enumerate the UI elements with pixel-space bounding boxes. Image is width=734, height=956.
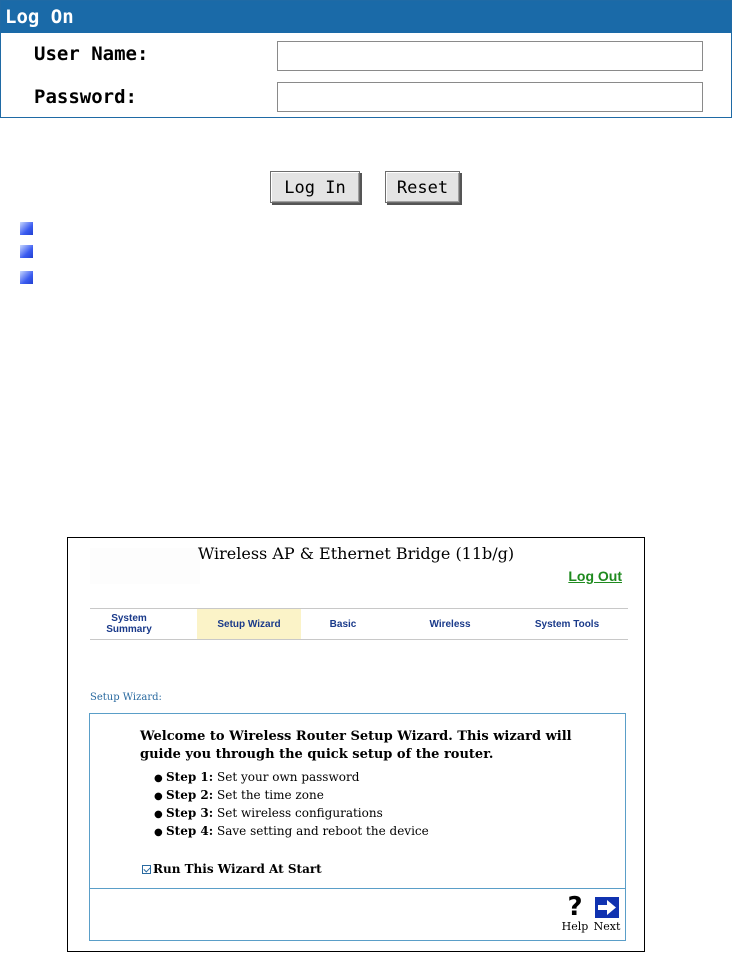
list-item: ● Step 2: Set the time zone xyxy=(154,788,324,802)
tab-system-summary[interactable] xyxy=(90,609,168,639)
nav-bar xyxy=(90,608,628,640)
step-text: Set wireless configurations xyxy=(217,806,383,820)
step-label: Step 4: xyxy=(166,824,214,838)
run-wizard-checkbox[interactable] xyxy=(142,865,151,874)
logout-link[interactable]: Log Out xyxy=(568,568,622,584)
password-input[interactable] xyxy=(277,82,703,112)
username-input[interactable] xyxy=(277,41,703,71)
username-label: User Name: xyxy=(34,43,149,65)
password-label: Password: xyxy=(34,86,137,108)
login-button[interactable]: Log In xyxy=(270,171,360,203)
welcome-text: Welcome to Wireless Router Setup Wizard. This wizard will guide you through the quick setup of the router. xyxy=(140,729,572,762)
tab-label: Wireless xyxy=(429,618,471,630)
tab-label: System Tools xyxy=(534,618,600,630)
step-label: Step 1: xyxy=(166,770,214,784)
step-label: Step 2: xyxy=(166,788,214,802)
divider xyxy=(90,888,625,889)
section-label: Setup Wizard: xyxy=(90,692,162,703)
bullet-icon xyxy=(20,271,33,284)
list-item: ● Step 4: Save setting and reboot the device xyxy=(154,824,429,838)
reset-button[interactable]: Reset xyxy=(385,171,460,203)
next-label: Next xyxy=(593,920,621,933)
steps-list xyxy=(154,769,429,841)
next-button[interactable] xyxy=(590,894,624,933)
list-item: ● Step 3: Set wireless configurations xyxy=(154,806,383,820)
arrow-right-icon xyxy=(595,897,619,918)
tab-wireless[interactable] xyxy=(410,609,490,639)
run-wizard-option xyxy=(142,862,322,876)
tab-label: System Summary xyxy=(106,613,152,635)
help-button[interactable] xyxy=(558,894,592,933)
tab-basic[interactable] xyxy=(310,609,376,639)
logon-title: Log On xyxy=(1,1,731,33)
step-text: Set your own password xyxy=(217,770,360,784)
step-text: Set the time zone xyxy=(217,788,324,802)
step-text: Save setting and reboot the device xyxy=(217,824,429,838)
run-wizard-label: Run This Wizard At Start xyxy=(153,862,322,876)
help-label: Help xyxy=(561,920,589,933)
bullet-icon xyxy=(20,222,33,235)
list-item: ● Step 1: Set your own password xyxy=(154,770,360,784)
router-screenshot xyxy=(67,537,645,952)
tab-system-tools[interactable] xyxy=(512,609,622,639)
question-mark-icon: ? xyxy=(567,892,583,922)
step-label: Step 3: xyxy=(166,806,214,820)
tab-setup-wizard[interactable] xyxy=(197,609,301,639)
tab-label: Basic xyxy=(329,618,357,630)
logon-panel xyxy=(0,0,732,118)
wizard-box xyxy=(89,713,626,941)
router-title: Wireless AP & Ethernet Bridge (11b/g) xyxy=(197,544,515,563)
bullet-icon xyxy=(20,245,33,258)
tab-label: Setup Wizard xyxy=(217,618,281,630)
